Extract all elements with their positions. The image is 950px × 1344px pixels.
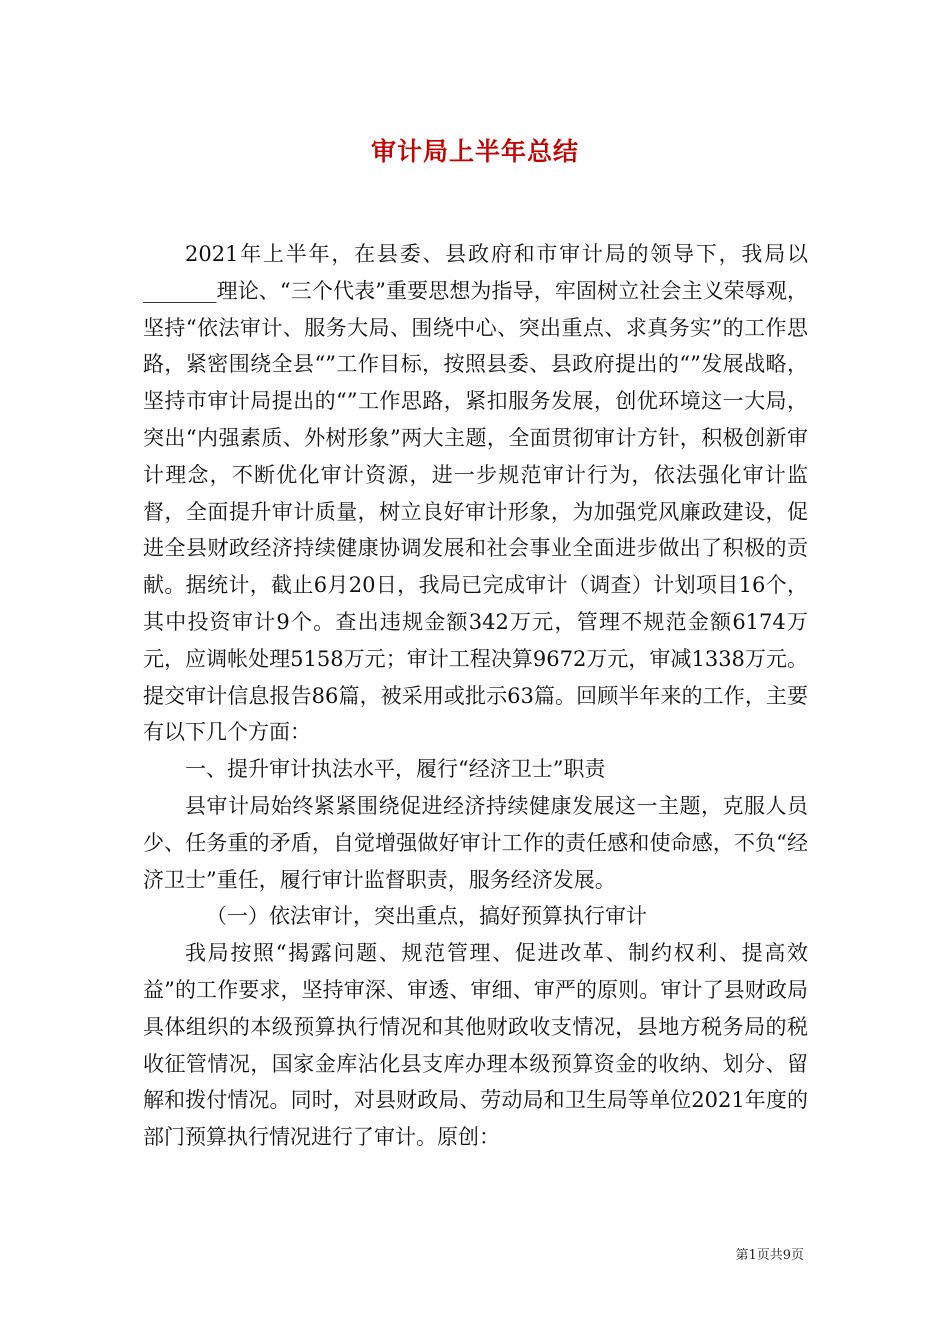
document-body — [143, 236, 808, 1156]
subsection-paragraph: 我局按照“揭露问题、规范管理、促进改革、制约权利、提高效益”的工作要求，坚持审深、审透、审细、审严的原则。审计了县财政局具体组织的本级预算执行情况和其他财政收支情况，县地方税务局的税收征管情况，国家金库沾化县支库办理本级预算资金的收纳、划分、留解和拨付情况。同时，对县财政局、劳动局和卫生局等单位2021年度的部门预算执行情况进行了审计。原创： — [143, 941, 808, 1150]
section-paragraph: 县审计局始终紧紧围绕促进经济持续健康发展这一主题，克服人员少、任务重的矛盾，自觉增强做好审计工作的责任感和使命感，不负“经济卫士”重任，履行审计监督职责，服务经济发展。 — [143, 793, 808, 892]
subsection-heading-1: （一）依法审计，突出重点，搞好预算执行审计 — [206, 904, 647, 929]
intro-paragraph: 2021年上半年，在县委、县政府和市审计局的领导下，我局以_______理论、“三个代表”重要思想为指导，牢固树立社会主义荣辱观，坚持“依法审计、服务大局、围绕中心、突出重点、求真务实”的工作思路，紧密围绕全县“”工作目标，按照县委、县政府提出的“”发展战略，坚持市审计局提出的“”工作思路，紧扣服务发展，创优环境这一大局，突出“内强素质、外树形象”两大主题，全面贯彻审计方针，积极创新审计理念，不断优化审计资源，进一步规范审计行为，依法强化审计监督，全面提升审计质量，树立良好审计形象，为加强党风廉政建设，促进全县财政经济持续健康协调发展和社会事业全面进步做出了积极的贡献。据统计，截止6月20日，我局已完成审计（调查）计划项目16个，其中投资审计9个。查出违规金额342万元，管理不规范金额6174万元，应调帐处理5158万元；审计工程决算9672万元，审减1338万元。提交审计信息报告86篇，被采用或批示63篇。回顾半年来的工作，主要有以下几个方面： — [143, 242, 808, 745]
document-title: 审计局上半年总结 — [370, 137, 579, 166]
section-heading-1: 一、提升审计执法水平，履行“经济卫士”职责 — [185, 757, 606, 782]
page-number-footer: 第1页共9页 — [735, 1248, 804, 1263]
